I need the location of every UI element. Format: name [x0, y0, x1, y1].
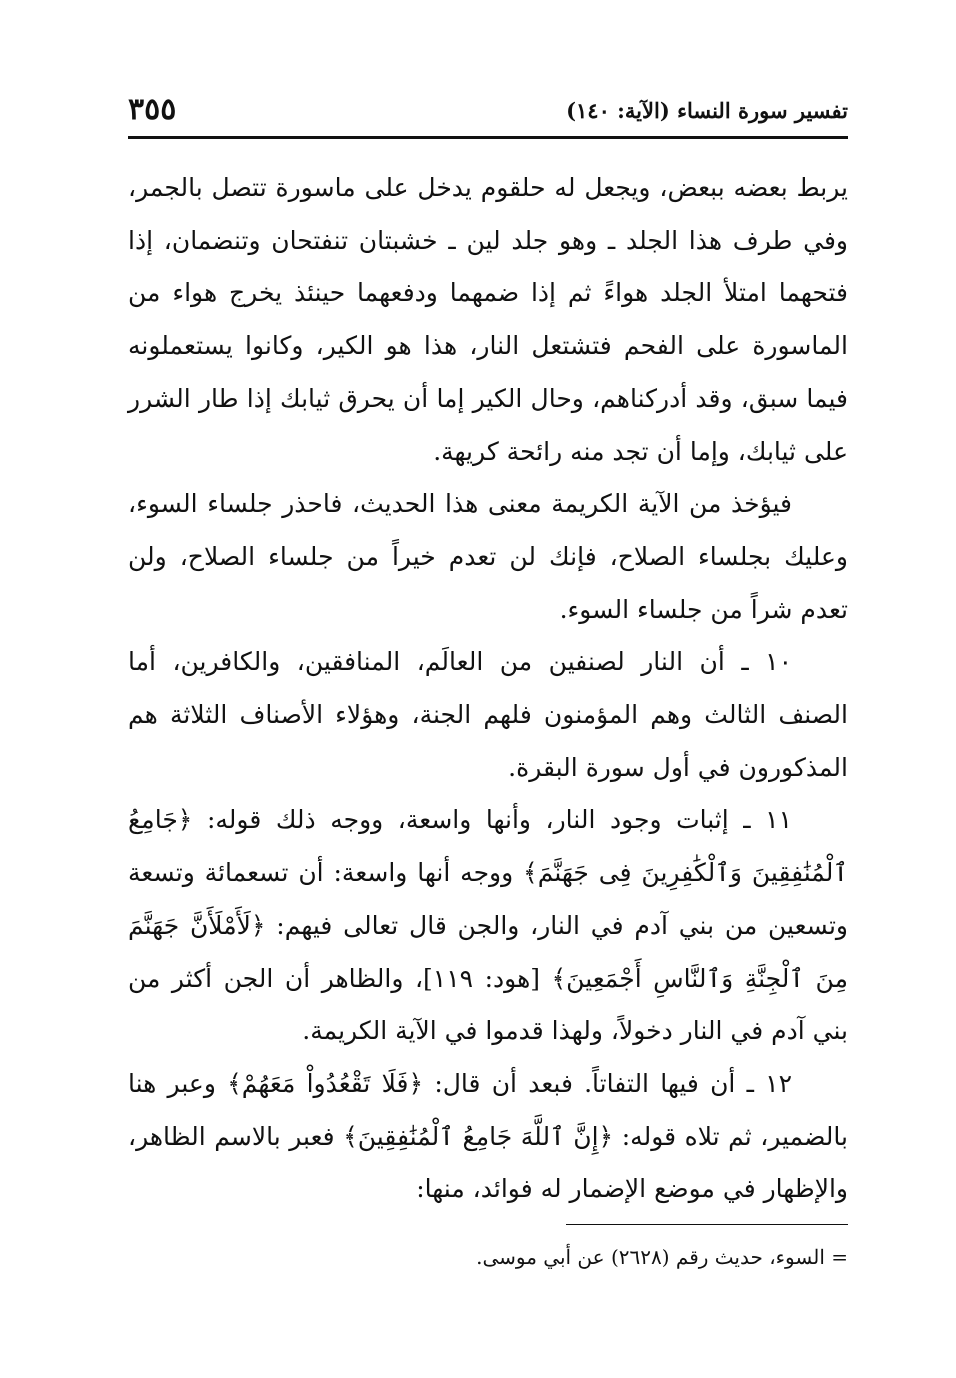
paragraph-3: ١٠ ـ أن النار لصنفين من العالَم، المنافقين، والكافرين، أما الصنف الثالث وهم المؤمنون فلهم الجنة، وهؤلاء الأصناف الثلاثة هم المذكورون في أول سورة البقرة. [128, 647, 848, 782]
footnote-rule [566, 1224, 848, 1225]
paragraph-5: ١٢ ـ أن فيها التفاتاً. فبعد أن قال: ﴿فَلَا تَقْعُدُواْ مَعَهُمْ﴾ وعبر هنا بالضمير، ثم تلاه قوله: ﴿إِنَّ ٱللَّهَ جَامِعُ ٱلْمُنَٰفِقِينَ﴾ فعبر بالاسم الظاهر، والإظهار في موضع الإضمار له فوائد، منها: [128, 1068, 848, 1204]
footnote: = السوء، حديث رقم (٢٦٢٨) عن أبي موسى. [476, 1245, 848, 1269]
running-title: تفسير سورة النساء (الآية: ١٤٠) [566, 98, 848, 123]
body-text [128, 162, 848, 1216]
header-rule [128, 136, 848, 139]
paragraph-1: يربط بعضه ببعض، ويجعل له حلقوم يدخل على ماسورة تتصل بالجمر، وفي طرف هذا الجلد ـ وهو جلد لين ـ خشبتان تنفتحان وتنضمان، إذا فتحهما امتلأ الجلد هواءً ثم إذا ضمهما ودفعهما حينئذ يخرج هواء من الماسورة على الفحم فتشتعل النار، هذا هو الكير، وكانوا يستعملونه فيما سبق، وقد أدركناهم، وحال الكير إما أن يحرق ثيابك إذا طار الشرر على ثيابك، وإما أن تجد منه رائحة كريهة. [128, 173, 848, 466]
page-header [128, 92, 848, 136]
page-number: ٣٥٥ [128, 92, 177, 127]
paragraph-4: ١١ ـ إثبات وجود النار، وأنها واسعة، ووجه ذلك قوله: ﴿جَامِعُ ٱلْمُنَٰفِقِينَ وَٱلْكَٰفِرِينَ فِى جَهَنَّمَ﴾ ووجه أنها واسعة: أن تسعمائة وتسعة وتسعين من بني آدم في النار، والجن قال تعالى فيهم: ﴿لَأَمْلَأَنَّ جَهَنَّمَ مِنَ ٱلْجِنَّةِ وَٱلنَّاسِ أَجْمَعِينَ﴾ [هود: ١١٩]، والظاهر أن الجن أكثر من بني آدم في النار دخولاً، ولهذا قدموا في الآية الكريمة. [128, 805, 848, 1046]
paragraph-2: فيؤخذ من الآية الكريمة معنى هذا الحديث، فاحذر جلساء السوء، وعليك بجلساء الصلاح، فإنك لن تعدم خيراً من جلساء الصلاح، ولن تعدم شراً من جلساء السوء. [128, 489, 848, 624]
